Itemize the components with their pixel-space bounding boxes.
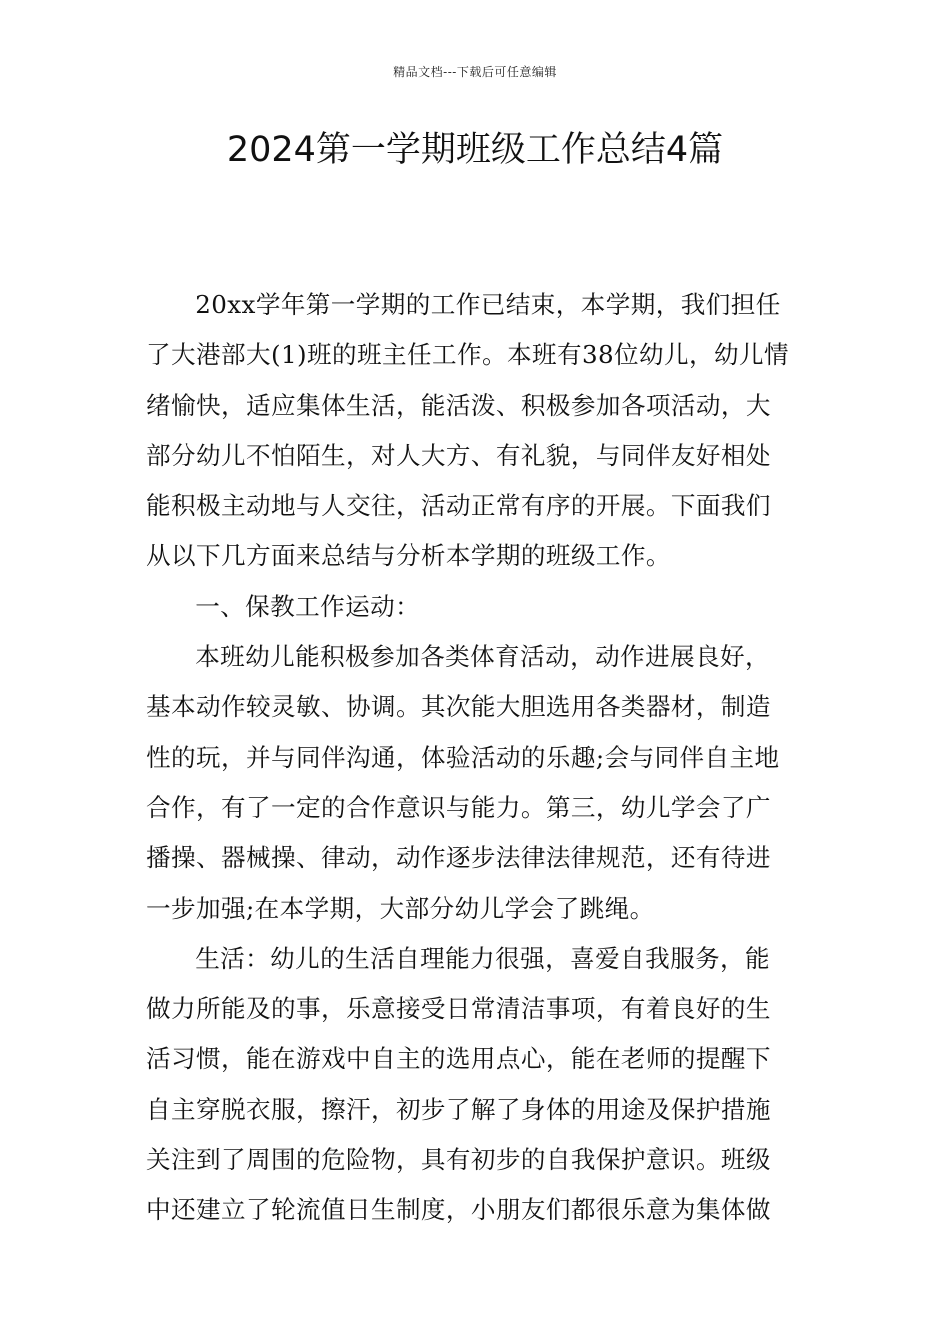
paragraph-intro: 20xx学年第一学期的工作已结束，本学期，我们担任 了大港部大(1)班的班主任工作。本班有38位幼儿，幼儿情 绪愉快，适应集体生活，能活泼、积极参加各项活动，大 部分幼儿不怕陌生，对人大方、有礼貌，与同伴友好相处 能积极主动地与人交往，活动正常有序的开展。下面我们 从以下几方面来总结与分析本学期的班级工作。	[146, 290, 789, 571]
document-body	[146, 280, 806, 1236]
paragraph-sports: 本班幼儿能积极参加各类体育活动，动作进展良好， 基本动作较灵敏、协调。其次能大胆选用各类器材，制造 性的玩，并与同伴沟通，体验活动的乐趣;会与同伴自主地 合作，有了一定的合作意识与能力。第三，幼儿学会了广 播操、器械操、律动，动作逐步法律法律规范，还有待进 一步加强;在本学期，大部分幼儿学会了跳绳。	[146, 642, 780, 923]
header-note: 精品文档---下载后可任意编辑	[393, 65, 557, 79]
document-title: 2024第一学期班级工作总结4篇	[226, 130, 724, 170]
section-heading-care-education: 一、保教工作运动：	[195, 591, 421, 621]
paragraph-daily-life: 生活：幼儿的生活自理能力很强，喜爱自我服务，能 做力所能及的事，乐意接受日常清洁事项，有着良好的生 活习惯，能在游戏中自主的选用点心，能在老师的提醒下 自主穿脱衣服，擦汗，初步了解了身体的用途及保护措施 关注到了周围的危险物，具有初步的自我保护意识。班级 中还建立了轮流值日生制度，小朋友们都很乐意为集体做	[146, 943, 771, 1225]
